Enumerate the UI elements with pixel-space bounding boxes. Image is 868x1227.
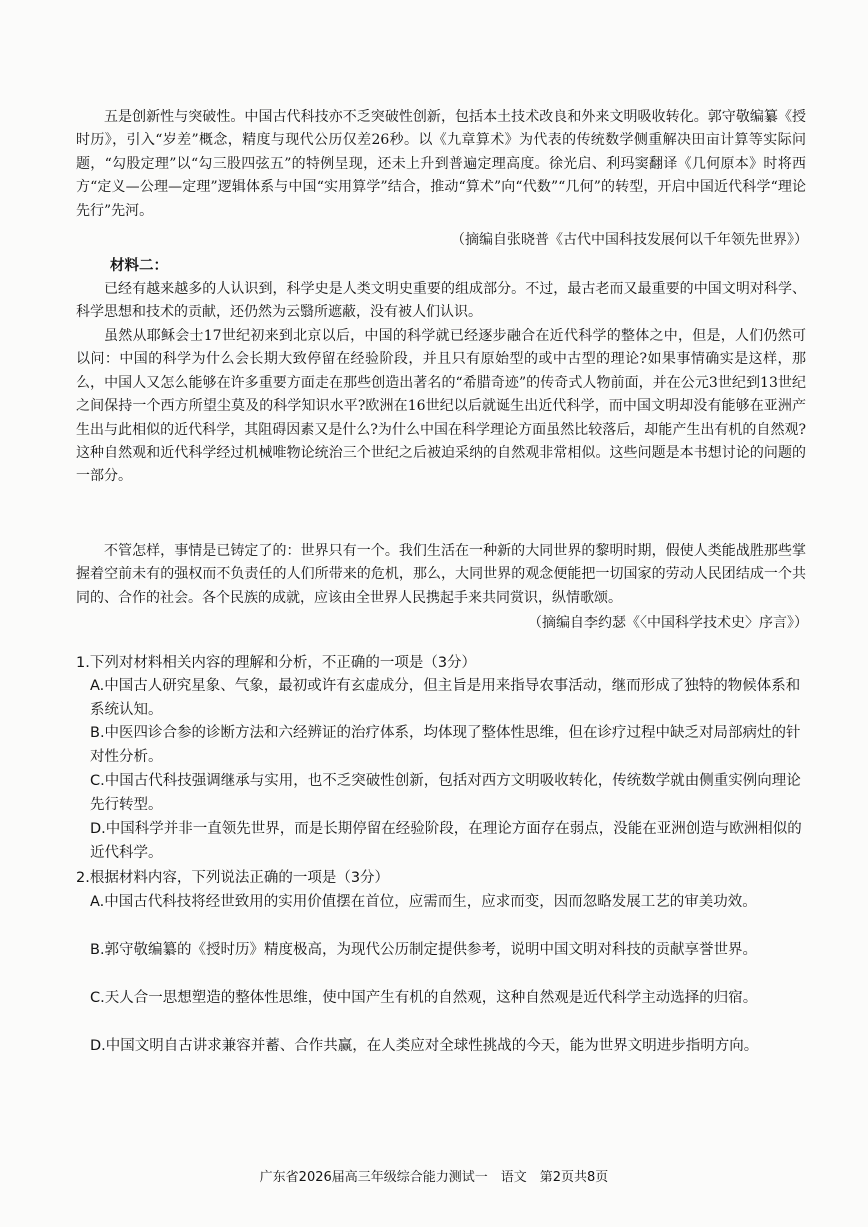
passage2-heading: 材料二： [110, 258, 168, 274]
question-1-option-d: D.中国科学并非一直领先世界，而是长期停留在经验阶段，在理论方面存在弱点，没能在亚洲创造与欧洲相似的近代科学。 [90, 821, 802, 861]
passage2-para1: 已经有越来越多的人认识到，科学史是人类文明史重要的组成部分。不过，最古老而又最重要的中国文明对科学、科学思想和技术的贡献，还仍然为云翳所遮蔽，没有被人们认识。 [76, 281, 806, 321]
question-1-option-b: B.中医四诊合参的诊断方法和六经辨证的治疗体系，均体现了整体性思维，但在诊疗过程中缺乏对局部病灶的针对性分析。 [90, 725, 801, 765]
passage2-para2: 虽然从耶稣会士17世纪初来到北京以后，中国的科学就已经逐步融合在近代科学的整体之中，但是，人们仍然可以问：中国的科学为什么会长期大致停留在经验阶段，并且只有原始型的或中古型的理论?如果事情确实是这样，那么，中国人又怎么能够在许多重要方面走在那些创造出著名的“希腊奇迹”的传奇式人物前面，并在公元3世纪到13世纪之间保持一个西方所望尘莫及的科学知识水平?欧洲在16世纪以后就诞生出近代科学，而中国文明却没有能够在亚洲产生出与此相似的近代科学，其阻碍因素又是什么?为什么中国在科学理论方面虽然比较落后，却能产生出有机的自然观?这种自然观和近代科学经过机械唯物论统治三个世纪之后被迫采纳的自然观非常相似。这些问题是本书想讨论的问题的一部分。 [76, 328, 806, 485]
question-2-option-b: B.郭守敬编纂的《授时历》精度极高，为现代公历制定提供参考，说明中国文明对科技的贡献享誉世界。 [90, 942, 758, 958]
passage2-para3: 不管怎样，事情是已铸定了的：世界只有一个。我们生活在一种新的大同世界的黎明时期，假使人类能战胜那些掌握着空前未有的强权而不负责任的人们所带来的危机，那么，大同世界的观念便能把一切国家的劳动人民团结成一个共同的、合作的社会。各个民族的成就，应该由全世界人民携起手来共同赏识，纵情歌颂。 [76, 543, 806, 606]
page-footer: 广东省2026届高三年级综合能力测试一 语文 第2页共8页 [259, 1170, 609, 1185]
passage2-source: （摘编自李约瑟《〈中国科学技术史〉序言》） [528, 615, 808, 631]
passage1-source: （摘编自张晓普《古代中国科技发展何以千年领先世界》） [451, 232, 808, 248]
question-1-stem: 1.下列对材料相关内容的理解和分析，不正确的一项是（3分） [76, 655, 477, 671]
passage1-para5: 五是创新性与突破性。中国古代科技亦不乏突破性创新，包括本土技术改良和外来文明吸收转化。郭守敬编纂《授时历》，引入“岁差”概念，精度与现代公历仅差26秒。以《九章算术》为代表的传统数学侧重解决田亩计算等实际问题，“勾股定理”以“勾三股四弦五”的特例呈现，还未上升到普遍定理高度。徐光启、利玛窦翻译《几何原本》时将西方“定义—公理—定理”逻辑体系与中国“实用算学”结合，推动“算术”向“代数”“几何”的转型，开启中国近代科学“理论先行”先河。 [76, 109, 806, 219]
question-2-option-c: C.天人合一思想塑造的整体性思维，使中国产生有机的自然观，这种自然观是近代科学主动选择的归宿。 [90, 990, 758, 1006]
question-1-option-a: A.中国古人研究星象、气象，最初或许有玄虚成分，但主旨是用来指导农事活动，继而形成了独特的物候体系和系统认知。 [90, 678, 801, 718]
question-2-stem: 2.根据材料内容，下列说法正确的一项是（3分） [76, 870, 390, 886]
question-2-option-a: A.中国古代科技将经世致用的实用价值摆在首位，应需而生，应求而变，因而忽略发展工艺的审美功效。 [90, 894, 757, 910]
question-2-option-d: D.中国文明自古讲求兼容并蓄、合作共赢，在人类应对全球性挑战的今天，能为世界文明进步指明方向。 [90, 1038, 759, 1054]
question-1-option-c: C.中国古代科技强调继承与实用，也不乏突破性创新，包括对西方文明吸收转化，传统数学就由侧重实例向理论先行转型。 [90, 773, 801, 813]
